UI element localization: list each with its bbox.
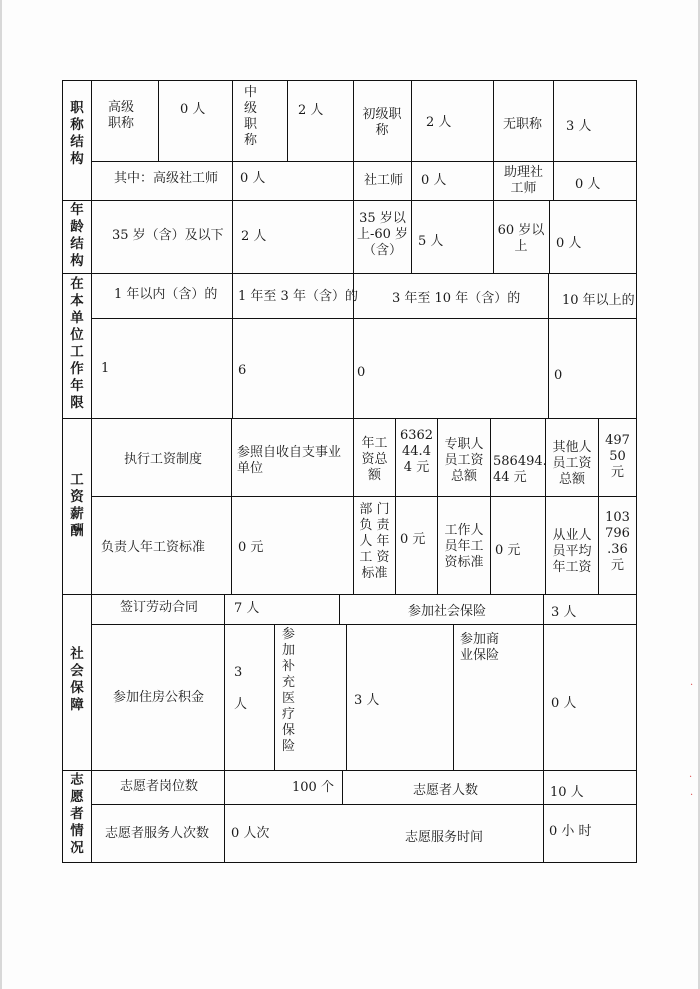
commercial-insurance-label: 参加商 业保险 [460, 632, 500, 663]
grid-line [62, 273, 637, 274]
grid-line [395, 418, 396, 594]
worker-salary-value: 0 元 [495, 543, 521, 558]
grid-line [62, 862, 637, 863]
grid-line [339, 594, 340, 624]
staff-salary-value: 586494. 44 元 [493, 454, 547, 485]
grid-line [274, 624, 275, 770]
volunteer-posts-value: 100 个 [292, 780, 334, 795]
grid-line [287, 80, 288, 161]
grid-line [543, 770, 544, 862]
section-age-structure: 年 龄 结 构 [70, 202, 84, 269]
grid-line [91, 161, 637, 162]
grid-line [545, 418, 546, 594]
volunteer-served-value: 0 人次 [231, 826, 270, 841]
grid-line [411, 80, 412, 200]
grid-line [493, 200, 494, 273]
grid-line [62, 770, 637, 771]
grid-line [598, 418, 599, 594]
tenure-value-3: 0 [357, 365, 366, 380]
labor-contract-label: 签订劳动合同 [120, 600, 199, 615]
senior-social-worker-value: 0 人 [240, 171, 266, 186]
no-title-value: 3 人 [566, 119, 592, 134]
scan-mark: · [690, 790, 694, 801]
grid-line [62, 80, 637, 81]
grid-line [91, 804, 637, 805]
dept-head-salary-value: 0 元 [400, 532, 426, 547]
average-salary-label: 从业人 员平均 年工资 [552, 528, 592, 575]
middle-title-value: 2 人 [298, 103, 324, 118]
age-over-60-value: 0 人 [556, 236, 582, 251]
tenure-header-3: 3 年至 10 年（含）的 [392, 291, 521, 306]
grid-line [231, 418, 232, 594]
labor-contract-value: 7 人 [234, 601, 260, 616]
grid-line [91, 80, 92, 863]
no-title-label: 无职称 [503, 117, 543, 132]
grid-line [490, 418, 491, 594]
dept-head-salary-label: 部 门 负 责 人 年 工 资 标准 [359, 502, 390, 581]
senior-title-value: 0 人 [180, 102, 206, 117]
head-salary-label: 负责人年工资标准 [101, 540, 206, 555]
middle-title-label: 中 级 职 称 [244, 85, 258, 148]
grid-line [62, 594, 637, 595]
section-social-security: 社 会 保 障 [70, 646, 84, 713]
grid-line [62, 80, 63, 863]
grid-line [493, 80, 494, 200]
volunteer-served-label: 志愿者服务人次数 [105, 826, 210, 841]
grid-line [353, 200, 354, 273]
salary-system-value: 参照自收自支事业 单位 [237, 445, 342, 476]
other-salary-value: 497 50 元 [605, 433, 630, 480]
commercial-insurance-value: 0 人 [551, 696, 577, 711]
total-salary-label: 年工 资总 额 [361, 436, 388, 483]
tenure-value-1: 1 [101, 361, 110, 376]
junior-title-label: 初级职 称 [362, 107, 402, 138]
worker-salary-label: 工作人 员年工 资标准 [444, 523, 484, 570]
volunteer-count-value: 10 人 [550, 785, 584, 800]
total-salary-value: 6362 44.4 4 元 [399, 428, 434, 475]
housing-fund-value: 3 人 [234, 665, 248, 712]
supplementary-medical-value: 3 人 [354, 693, 380, 708]
grid-line [91, 624, 637, 625]
grid-line [224, 770, 225, 862]
grid-line [342, 770, 343, 804]
grid-line [543, 594, 544, 770]
age-under-35-value: 2 人 [241, 229, 267, 244]
grid-line [91, 496, 637, 497]
other-salary-label: 其他人 员工资 总额 [552, 440, 592, 487]
grid-line [553, 80, 554, 200]
salary-system-label: 执行工资制度 [124, 452, 203, 467]
staff-salary-label: 专职人 员工资 总额 [444, 437, 484, 484]
grid-line [158, 80, 159, 161]
tenure-header-4: 10 年以上的 [562, 293, 635, 308]
grid-line [353, 418, 354, 594]
grid-line [346, 624, 347, 770]
assistant-social-worker-value: 0 人 [575, 177, 601, 192]
grid-line [453, 624, 454, 770]
volunteer-hours-label: 志愿服务时间 [405, 830, 484, 845]
scan-mark: · [689, 772, 693, 783]
senior-title-label: 高级 职称 [108, 100, 135, 131]
tenure-header-1: 1 年以内（含）的 [114, 287, 218, 302]
grid-line [62, 200, 637, 201]
section-salary: 工 资 薪 酬 [70, 472, 84, 539]
tenure-value-2: 6 [238, 363, 247, 378]
housing-fund-label: 参加住房公积金 [113, 690, 205, 705]
grid-line [549, 200, 550, 273]
volunteer-count-label: 志愿者人数 [413, 783, 479, 798]
social-insurance-label: 参加社会保险 [408, 604, 487, 619]
grid-line [224, 594, 225, 770]
junior-title-value: 2 人 [426, 115, 452, 130]
grid-line [437, 418, 438, 594]
grid-line [232, 273, 233, 418]
section-volunteers: 志 愿 者 情 况 [70, 772, 84, 856]
head-salary-value: 0 元 [238, 540, 264, 555]
grid-line [62, 418, 637, 419]
senior-social-worker-label: 其中：高级社工师 [114, 171, 219, 186]
volunteer-posts-label: 志愿者岗位数 [120, 779, 199, 794]
age-35-60-value: 5 人 [418, 234, 444, 249]
social-worker-value: 0 人 [421, 173, 447, 188]
scan-mark: · [690, 680, 694, 691]
assistant-social-worker-label: 助理社 工师 [503, 165, 543, 196]
age-over-60-label: 60 岁以 上 [497, 223, 545, 254]
social-worker-label: 社工师 [364, 173, 404, 188]
social-insurance-value: 3 人 [551, 605, 577, 620]
grid-line [232, 80, 233, 200]
grid-line [232, 200, 233, 273]
tenure-header-2: 1 年至 3 年（含）的 [238, 289, 358, 304]
section-tenure: 在 本 单 位 工 作 年 限 [70, 276, 84, 411]
grid-line [548, 273, 549, 418]
grid-line [636, 80, 637, 863]
average-salary-value: 103 796 .36 元 [605, 510, 630, 573]
volunteer-hours-value: 0 小 时 [549, 824, 592, 839]
left-scan-edge [0, 0, 2, 989]
section-title-structure: 职 称 结 构 [70, 100, 84, 167]
tenure-value-4: 0 [554, 368, 563, 383]
grid-line [411, 200, 412, 273]
age-35-60-label: 35 岁以 上-60 岁 （含） [356, 211, 409, 258]
grid-line [353, 80, 354, 200]
supplementary-medical-label: 参 加 补 充 医 疗 保 险 [282, 627, 296, 754]
grid-line [91, 318, 637, 319]
age-under-35-label: 35 岁（含）及以下 [112, 228, 224, 243]
